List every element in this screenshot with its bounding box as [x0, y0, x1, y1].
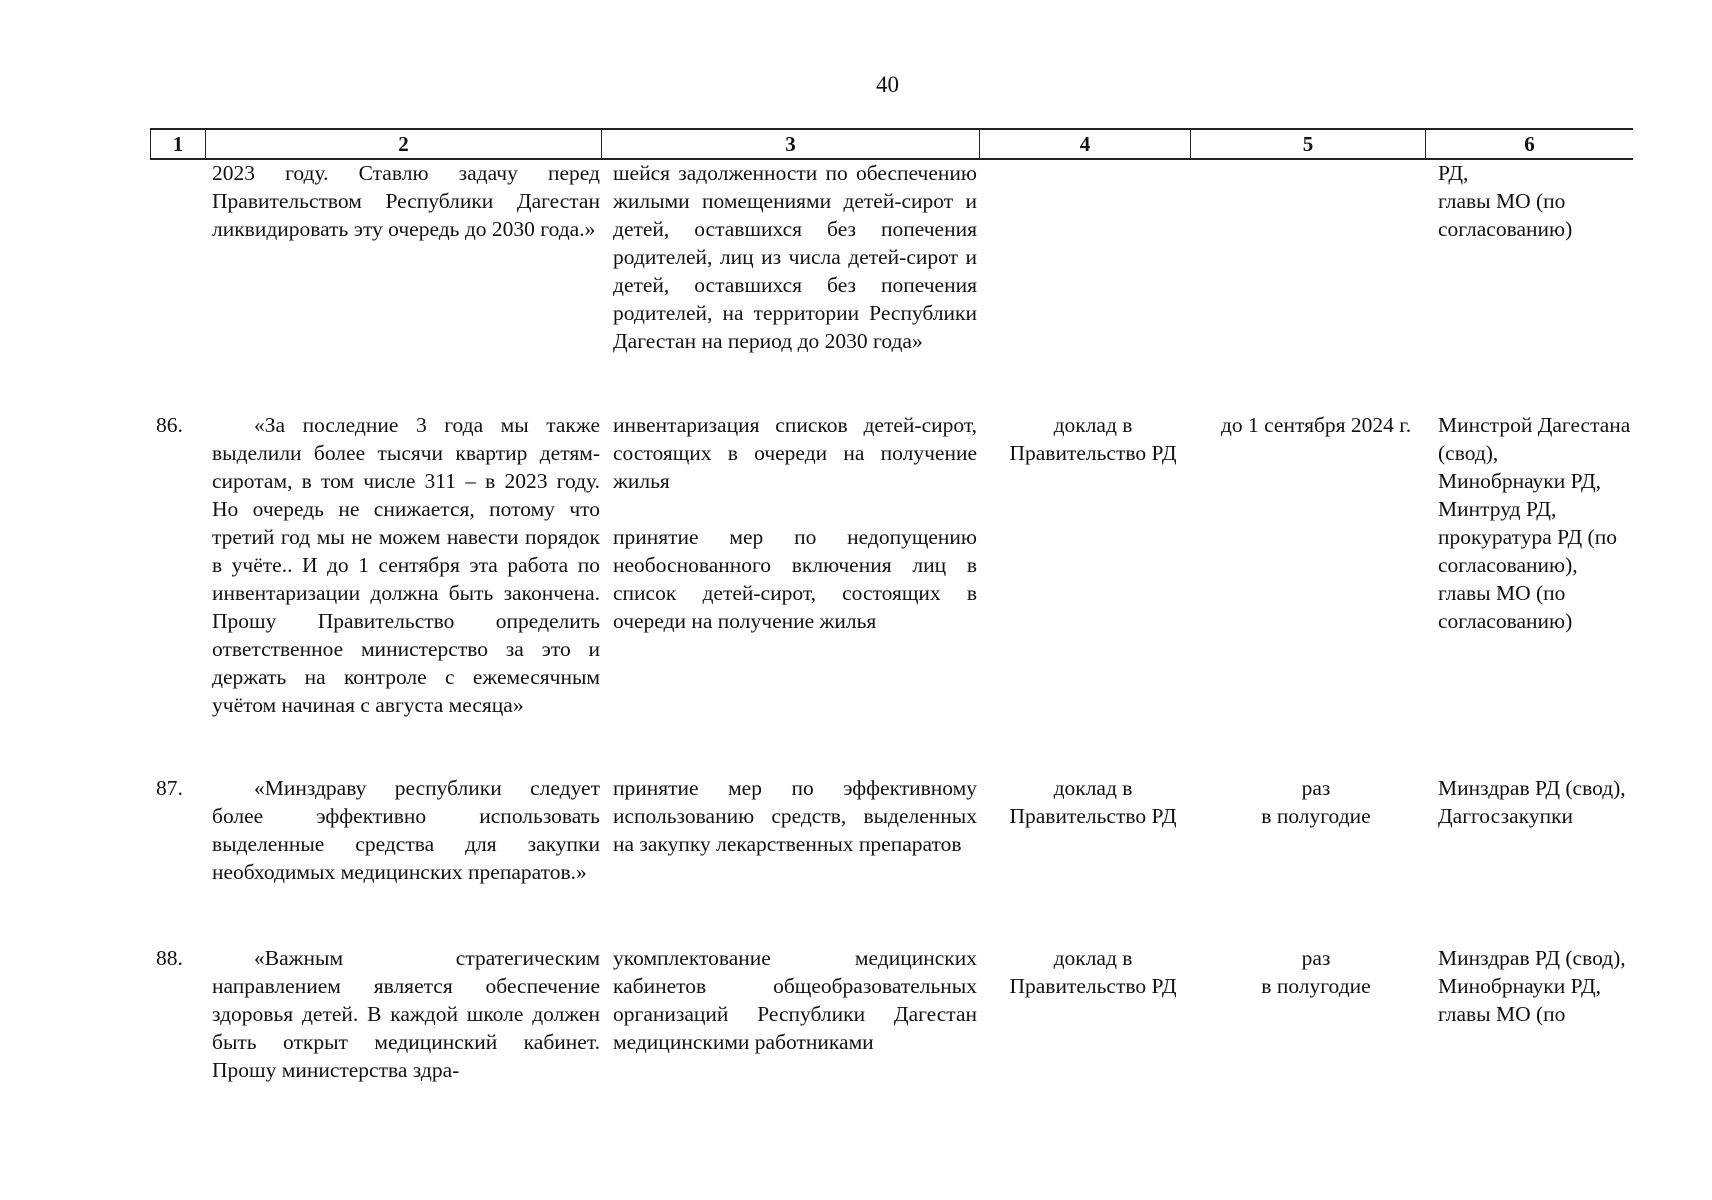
row-responsible: Минздрав РД (свод), Даггосзакупки: [1438, 776, 1626, 828]
row-deadline: до 1 сентября 2024 г.: [1220, 413, 1412, 437]
table-header: [150, 128, 1633, 160]
row-report-form: доклад в Правительство РД: [1009, 413, 1177, 465]
row-report-form: доклад в Правительство РД: [1009, 776, 1177, 828]
row-number: 87.: [156, 776, 183, 800]
row-action-text: «Важным стратегическим направлением является обеспечение здоровья детей. В каждой школе должен быть открыт медицинский кабинет. Прошу министерства здра-: [212, 946, 600, 1082]
row-measure-text: шейся задолженности по обеспечению жилыми помещениями детей-сирот и детей, оставшихся без попечения родителей, лиц из числа детей-сирот и детей, оставшихся без попечения родителей, на территории Республики Дагестан на период до 2030 года»: [613, 161, 977, 353]
row-deadline: раз в полугодие: [1261, 946, 1371, 998]
row-action-text: 2023 году. Ставлю задачу перед Правительством Республики Дагестан ликвидировать эту очередь до 2030 года.»: [212, 161, 600, 241]
header-col-1: 1: [150, 130, 206, 158]
row-report-form: доклад в Правительство РД: [1009, 946, 1177, 998]
row-number: 88.: [156, 946, 183, 970]
row-responsible: РД, главы МО (по согласованию): [1438, 161, 1573, 241]
header-col-3: 3: [602, 130, 980, 158]
row-deadline: раз в полугодие: [1261, 776, 1371, 828]
header-col-4: 4: [980, 130, 1191, 158]
header-col-6: 6: [1524, 132, 1535, 156]
row-action-text: «За последние 3 года мы также выделили более тысячи квартир детям-сиротам, в том числе 311 – в 2023 году. Но очередь не снижается, потому что третий год мы не можем навести порядок в учёте.. И до 1 сентября эта работа по инвентаризации должна быть закончена. Прошу Правительство определить ответственное министерство за это и держать на контроле с ежемесячным учётом начиная с августа месяца»: [212, 413, 600, 717]
page-number: 40: [876, 72, 899, 97]
row-responsible: Минздрав РД (свод), Минобрнауки РД, главы МО (по: [1438, 946, 1626, 1026]
header-col-5: 5: [1191, 130, 1426, 158]
row-measure-text: принятие мер по эффективному использованию средств, выделенных на закупку лекарственных препаратов: [613, 776, 977, 856]
row-measure-text: укомплектование медицинских кабинетов общеобразовательных организаций Республики Дагестан медицинскими работниками: [613, 946, 977, 1054]
header-col-2: 2: [206, 130, 602, 158]
row-responsible: Минстрой Дагестана (свод), Минобрнауки РД, Минтруд РД, прокуратура РД (по согласованию), главы МО (по согласованию): [1438, 413, 1631, 633]
row-action-text: «Минздраву республики следует более эффективно использовать выделенные средства для закупки необходимых медицинских препаратов.»: [212, 776, 600, 884]
row-measure-text: инвентаризация списков детей-сирот, состоящих в очереди на получение жилья: [613, 413, 977, 493]
row-number: 86.: [156, 413, 183, 437]
row-measure-text-2: принятие мер по недопущению необоснованного включения лиц в список детей-сирот, состоящих в очереди на получение жилья: [613, 525, 977, 633]
